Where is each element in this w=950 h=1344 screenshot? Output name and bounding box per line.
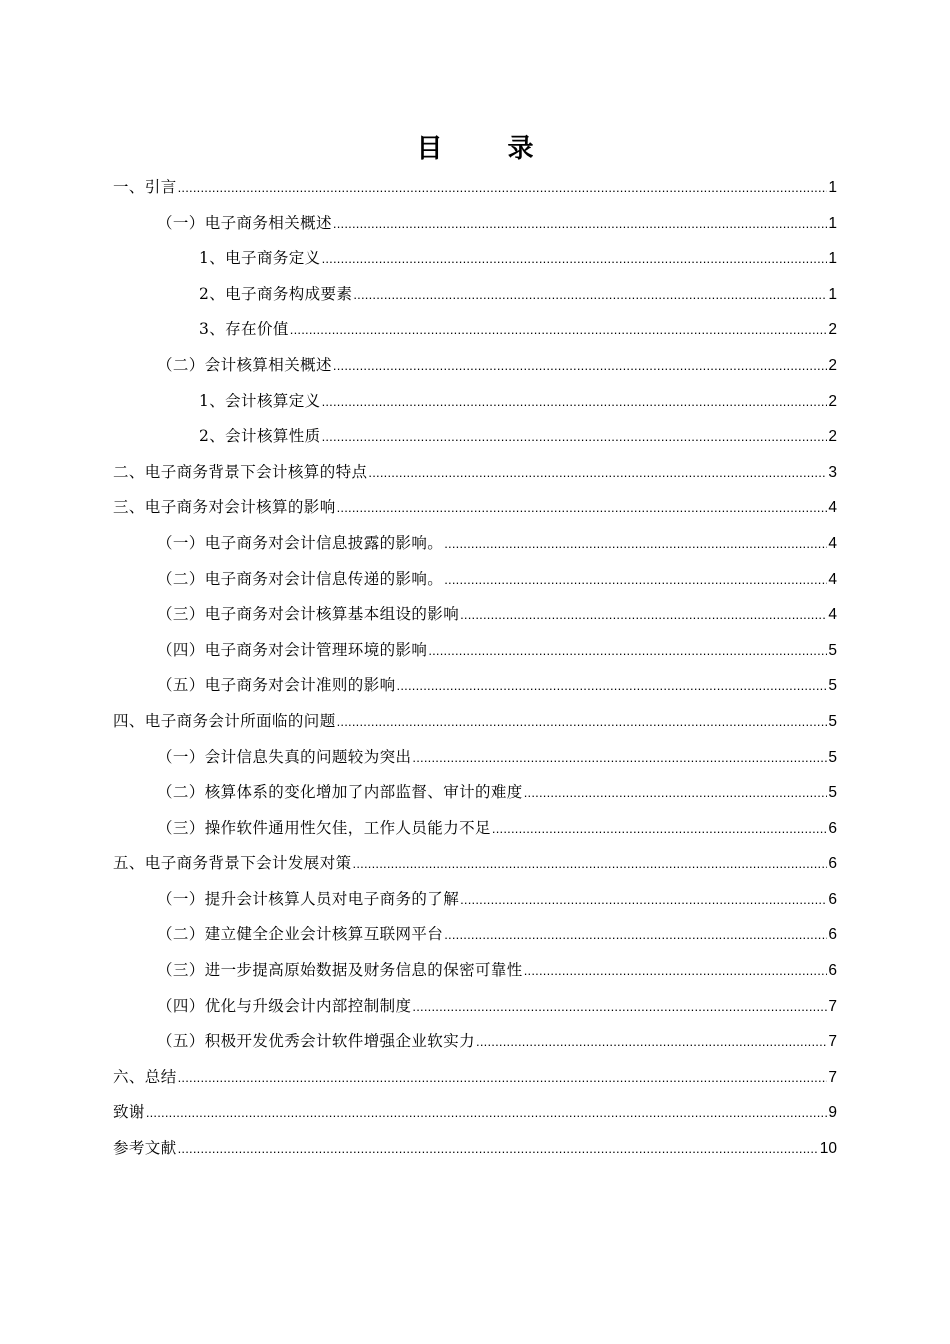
toc-entry[interactable]: [113, 883, 837, 919]
toc-entry-label: 参考文献: [113, 1139, 177, 1158]
toc-entry-label: （四）优化与升级会计内部控制制度: [157, 996, 412, 1015]
toc-page-number: 6: [828, 855, 837, 873]
toc-entry-label: （三）操作软件通用性欠佳，工作人员能力不足: [157, 818, 491, 837]
toc-dot-leader: [178, 172, 827, 204]
toc-entry[interactable]: [113, 918, 837, 954]
toc-dot-leader: [178, 1133, 819, 1165]
toc-entry[interactable]: [113, 1132, 837, 1168]
toc-entry[interactable]: [113, 705, 837, 741]
toc-dot-leader: [290, 314, 827, 346]
toc-entry-label: （五）积极开发优秀会计软件增强企业软实力: [157, 1032, 476, 1051]
toc-entry-label: 四、电子商务会计所面临的问题: [113, 711, 336, 730]
toc-page-number: 4: [828, 606, 837, 624]
toc-entry-label: （二）建立健全企业会计核算互联网平台: [157, 925, 444, 944]
toc-title: 目 录: [416, 134, 562, 164]
toc-entry-label: （四）电子商务对会计管理环境的影响: [157, 640, 428, 659]
toc-dot-leader: [444, 528, 827, 560]
toc-entry[interactable]: [113, 634, 837, 670]
toc-page-number: 7: [828, 997, 837, 1015]
toc-entry-label: （三）电子商务对会计核算基本组设的影响: [157, 605, 460, 624]
toc-page-number: 7: [828, 1068, 837, 1086]
toc-entry[interactable]: [113, 420, 837, 456]
toc-page-number: 1: [828, 214, 837, 232]
toc-entry-label: 2、电子商务构成要素: [199, 284, 353, 303]
toc-entry[interactable]: [113, 563, 837, 599]
toc-page-number: 5: [828, 784, 837, 802]
table-of-contents: [113, 171, 837, 1168]
toc-dot-leader: [337, 706, 827, 738]
toc-dot-leader: [492, 813, 827, 845]
toc-dot-leader: [524, 777, 827, 809]
toc-entry[interactable]: [113, 278, 837, 314]
toc-entry[interactable]: [113, 491, 837, 527]
toc-entry-label: 二、电子商务背景下会计核算的特点: [113, 462, 368, 481]
toc-page-number: 6: [828, 819, 837, 837]
toc-page-number: 4: [828, 499, 837, 517]
toc-page-number: 5: [828, 712, 837, 730]
toc-entry[interactable]: [113, 456, 837, 492]
toc-entry-label: 一、引言: [113, 178, 177, 196]
toc-dot-leader: [524, 955, 827, 987]
toc-page-number: 6: [828, 926, 837, 944]
toc-entry-label: 2、会计核算性质: [199, 427, 321, 446]
toc-page-number: 5: [828, 641, 837, 659]
toc-dot-leader: [460, 884, 827, 916]
toc-entry-label: 1、会计核算定义: [199, 391, 321, 410]
toc-dot-leader: [322, 386, 827, 418]
toc-dot-leader: [444, 919, 827, 951]
toc-entry[interactable]: [113, 847, 837, 883]
toc-dot-leader: [333, 208, 827, 240]
toc-page-number: 1: [828, 285, 837, 303]
toc-entry-label: 1、电子商务定义: [199, 249, 321, 268]
toc-page-number: 1: [828, 179, 837, 196]
toc-entry[interactable]: [113, 776, 837, 812]
toc-entry-label: （一）电子商务相关概述: [157, 213, 332, 232]
toc-dot-leader: [353, 848, 827, 880]
toc-dot-leader: [428, 635, 827, 667]
toc-entry[interactable]: [113, 349, 837, 385]
toc-page-number: 2: [828, 356, 837, 374]
toc-dot-leader: [353, 279, 827, 311]
toc-dot-leader: [322, 243, 827, 275]
toc-entry[interactable]: [113, 1025, 837, 1061]
toc-page-number: 7: [828, 1033, 837, 1051]
toc-entry-label: （二）会计核算相关概述: [157, 355, 332, 374]
toc-page-number: 1: [828, 250, 837, 268]
toc-dot-leader: [146, 1097, 827, 1129]
toc-entry-label: （三）进一步提高原始数据及财务信息的保密可靠性: [157, 961, 523, 980]
toc-page-number: 6: [828, 890, 837, 908]
toc-dot-leader: [476, 1026, 827, 1058]
toc-dot-leader: [368, 457, 827, 489]
toc-page-number: 4: [828, 534, 837, 552]
toc-dot-leader: [333, 350, 827, 382]
toc-entry[interactable]: [113, 171, 837, 207]
toc-dot-leader: [460, 599, 827, 631]
toc-entry[interactable]: [113, 242, 837, 278]
toc-page-number: 5: [828, 677, 837, 695]
toc-entry-label: （一）会计信息失真的问题较为突出: [157, 747, 412, 766]
toc-entry-label: （二）核算体系的变化增加了内部监督、审计的难度: [157, 783, 523, 802]
toc-dot-leader: [444, 564, 827, 596]
toc-entry-label: 三、电子商务对会计核算的影响: [113, 498, 336, 517]
toc-page-number: 6: [828, 962, 837, 980]
toc-page-number: 9: [828, 1104, 837, 1122]
toc-entry[interactable]: [113, 527, 837, 563]
toc-dot-leader: [412, 742, 827, 774]
toc-page-number: 4: [828, 570, 837, 588]
toc-entry-label: （二）电子商务对会计信息传递的影响。: [157, 569, 444, 588]
toc-page-number: 2: [828, 321, 837, 339]
toc-entry[interactable]: [113, 1061, 837, 1097]
toc-entry[interactable]: [113, 954, 837, 990]
toc-entry[interactable]: [113, 812, 837, 848]
toc-entry[interactable]: [113, 313, 837, 349]
toc-entry[interactable]: [113, 1096, 837, 1132]
toc-page-number: 10: [819, 1140, 837, 1158]
toc-entry-label: （五）电子商务对会计准则的影响: [157, 676, 396, 695]
toc-dot-leader: [178, 1062, 827, 1094]
toc-dot-leader: [322, 421, 827, 453]
toc-entry-label: （一）提升会计核算人员对电子商务的了解: [157, 889, 460, 908]
toc-page-number: 3: [828, 463, 837, 481]
toc-dot-leader: [337, 492, 827, 524]
toc-page-number: 2: [828, 428, 837, 446]
toc-entry-label: 六、总结: [113, 1067, 177, 1086]
toc-entry[interactable]: [113, 207, 837, 243]
toc-entry[interactable]: [113, 385, 837, 421]
toc-entry-label: 3、存在价值: [199, 320, 289, 339]
toc-entry-label: 致谢: [113, 1103, 145, 1122]
toc-entry[interactable]: [113, 741, 837, 777]
toc-entry[interactable]: [113, 990, 837, 1026]
toc-entry-label: 五、电子商务背景下会计发展对策: [113, 854, 352, 873]
toc-page-number: 2: [828, 392, 837, 410]
toc-page-number: 5: [828, 748, 837, 766]
toc-dot-leader: [397, 670, 827, 702]
toc-entry-label: （一）电子商务对会计信息披露的影响。: [157, 533, 444, 552]
toc-entry[interactable]: [113, 598, 837, 634]
toc-dot-leader: [412, 991, 827, 1023]
toc-entry[interactable]: [113, 669, 837, 705]
